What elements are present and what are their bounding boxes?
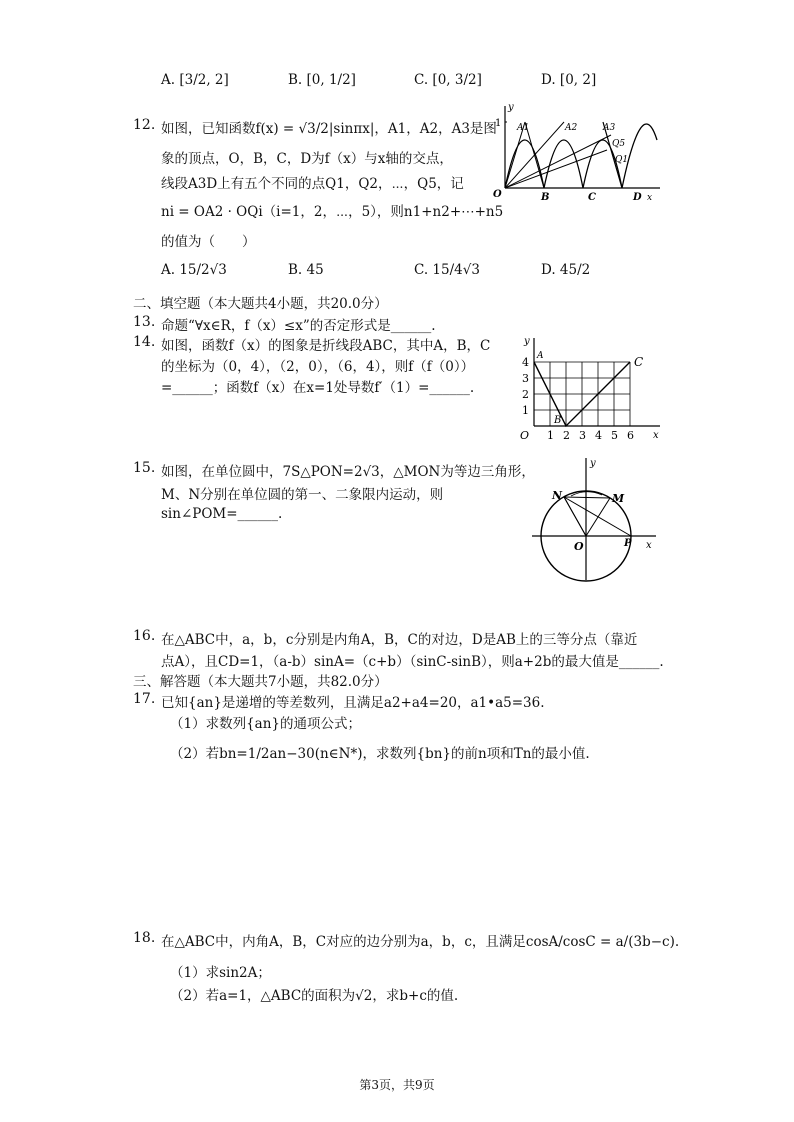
q14-fig-ytick-2: 2: [522, 388, 529, 401]
q14-line-2: 的坐标为（0，4），（2，0），（6，4），则f（f（0））: [161, 359, 475, 375]
q14-fig-y: y: [524, 336, 530, 347]
q14-fig-xtick-2: 2: [563, 429, 570, 442]
q14-fig-xtick-4: 4: [595, 429, 602, 442]
q12-option-c: C. 15/4√3: [414, 262, 480, 278]
q12-fig-c: C: [588, 192, 596, 203]
q12-fig-origin: O: [493, 189, 502, 200]
q14-fig-xtick-6: 6: [627, 429, 634, 442]
q12-option-a: A. 15/2√3: [161, 262, 227, 278]
q12-fig-a1: A1: [517, 123, 530, 133]
question-number: 18.: [133, 930, 156, 946]
q15-line-1: 如图，在单位圆中，7S△PON=2√3，△MON为等边三角形，: [161, 464, 535, 480]
q15-line-2: M、N分别在单位圆的第一、二象限内运动，则: [161, 487, 444, 503]
q14-fig-x: x: [653, 430, 659, 441]
q15-line-3: sin∠POM=______.: [161, 506, 283, 522]
q18-sub-2: （2）若a=1，△ABC的面积为√2，求b+c的值.: [170, 988, 459, 1004]
page-footer: 第3页，共9页: [359, 1078, 435, 1092]
section-3-heading: 三、解答题（本大题共7小题，共82.0分）: [133, 674, 388, 690]
q14-fig-xtick-5: 5: [611, 429, 618, 442]
q13-text: 命题“∀x∈R，f（x）≤x”的否定形式是______.: [161, 318, 436, 334]
question-number: 15.: [133, 460, 156, 476]
q11-option-a: A. [3/2, 2]: [161, 72, 229, 88]
q15-fig-p: P: [624, 538, 632, 549]
q14-line-3: =______；函数f（x）在x=1处导数f′（1）=______.: [161, 380, 475, 396]
q15-fig-x: x: [646, 540, 652, 551]
q12-fig-x: x: [647, 193, 653, 203]
q15-fig-y: y: [590, 458, 596, 469]
question-number: 13.: [133, 314, 156, 330]
q12-line-4: ni = OA2 · OQi（i=1，2，⋯，5），则n1+n2+⋯+n5: [161, 204, 504, 220]
q17-sub-2: （2）若bn=1/2an−30(n∈N*)，求数列{bn}的前n项和Tn的最小值.: [170, 746, 590, 762]
q12-fig-b: B: [541, 192, 550, 203]
q14-fig-ytick-1: 1: [522, 404, 529, 417]
q12-fig-one: 1: [495, 118, 502, 129]
q16-line-1: 在△ABC中，a，b，c分别是内角A，B，C的对边，D是AB上的三等分点（靠近: [161, 632, 638, 648]
q12-line-5: 的值为（ ）: [161, 234, 256, 250]
q17-sub-1: （1）求数列{an}的通项公式；: [170, 716, 362, 732]
q15-figure: [528, 454, 662, 584]
q15-fig-o: O: [574, 540, 584, 553]
q18-text: 在△ABC中，内角A，B，C对应的边分别为a，b，c，且满足cosA/cosC = a/(3b−c).: [161, 934, 680, 950]
q12-line-2: 象的顶点，O，B，C，D为f（x）与x轴的交点，: [161, 151, 453, 167]
q12-option-b: B. 45: [288, 262, 324, 278]
q14-figure: [510, 332, 670, 444]
q14-fig-xtick-3: 3: [579, 429, 586, 442]
q12-fig-a2: A2: [565, 123, 578, 133]
q16-line-2: 点A），且CD=1，（a-b）sinA=（c+b）（sinC-sinB），则a+2b的最大值是______.: [161, 654, 664, 670]
q12-fig-q5: Q5: [612, 139, 626, 149]
q12-fig-d: D: [633, 192, 642, 203]
q11-option-d: D. [0, 2]: [541, 72, 597, 88]
q15-fig-m: M: [612, 492, 625, 505]
q14-fig-ytick-4: 4: [522, 356, 529, 369]
question-number: 17.: [133, 691, 156, 707]
q11-option-b: B. [0, 1/2]: [288, 72, 356, 88]
section-2-heading: 二、填空题（本大题共4小题，共20.0分）: [133, 296, 388, 312]
q17-text: 已知{an}是递增的等差数列，且满足a2+a4=20，a1•a5=36.: [161, 695, 545, 711]
q12-option-d: D. 45/2: [541, 262, 591, 278]
question-number: 16.: [133, 628, 156, 644]
q12-figure: [485, 100, 665, 208]
q14-fig-origin: O: [520, 429, 530, 442]
q12-line-1: 如图，已知函数f(x) = √3/2|sinπx|，A1，A2，A3是图: [161, 121, 497, 137]
q12-fig-a3: A3: [603, 123, 616, 133]
q12-fig-y: y: [508, 102, 514, 113]
q11-option-c: C. [0, 3/2]: [414, 72, 482, 88]
q14-fig-ytick-3: 3: [522, 372, 529, 385]
q14-line-1: 如图，函数f（x）的图象是折线段ABC，其中A，B，C: [161, 338, 491, 354]
q15-fig-n: N: [552, 489, 563, 502]
question-number: 12.: [133, 117, 156, 133]
question-number: 14.: [133, 334, 156, 350]
q14-fig-b: B: [554, 415, 562, 426]
q14-fig-a: A: [537, 351, 544, 361]
q18-sub-1: （1）求sin2A；: [170, 965, 271, 981]
q12-fig-q1: Q1: [615, 155, 629, 165]
q12-line-3: 线段A3D上有五个不同的点Q1，Q2，⋯，Q5，记: [161, 176, 464, 192]
q14-fig-xtick-1: 1: [547, 429, 554, 442]
q14-fig-c: C: [634, 355, 644, 369]
